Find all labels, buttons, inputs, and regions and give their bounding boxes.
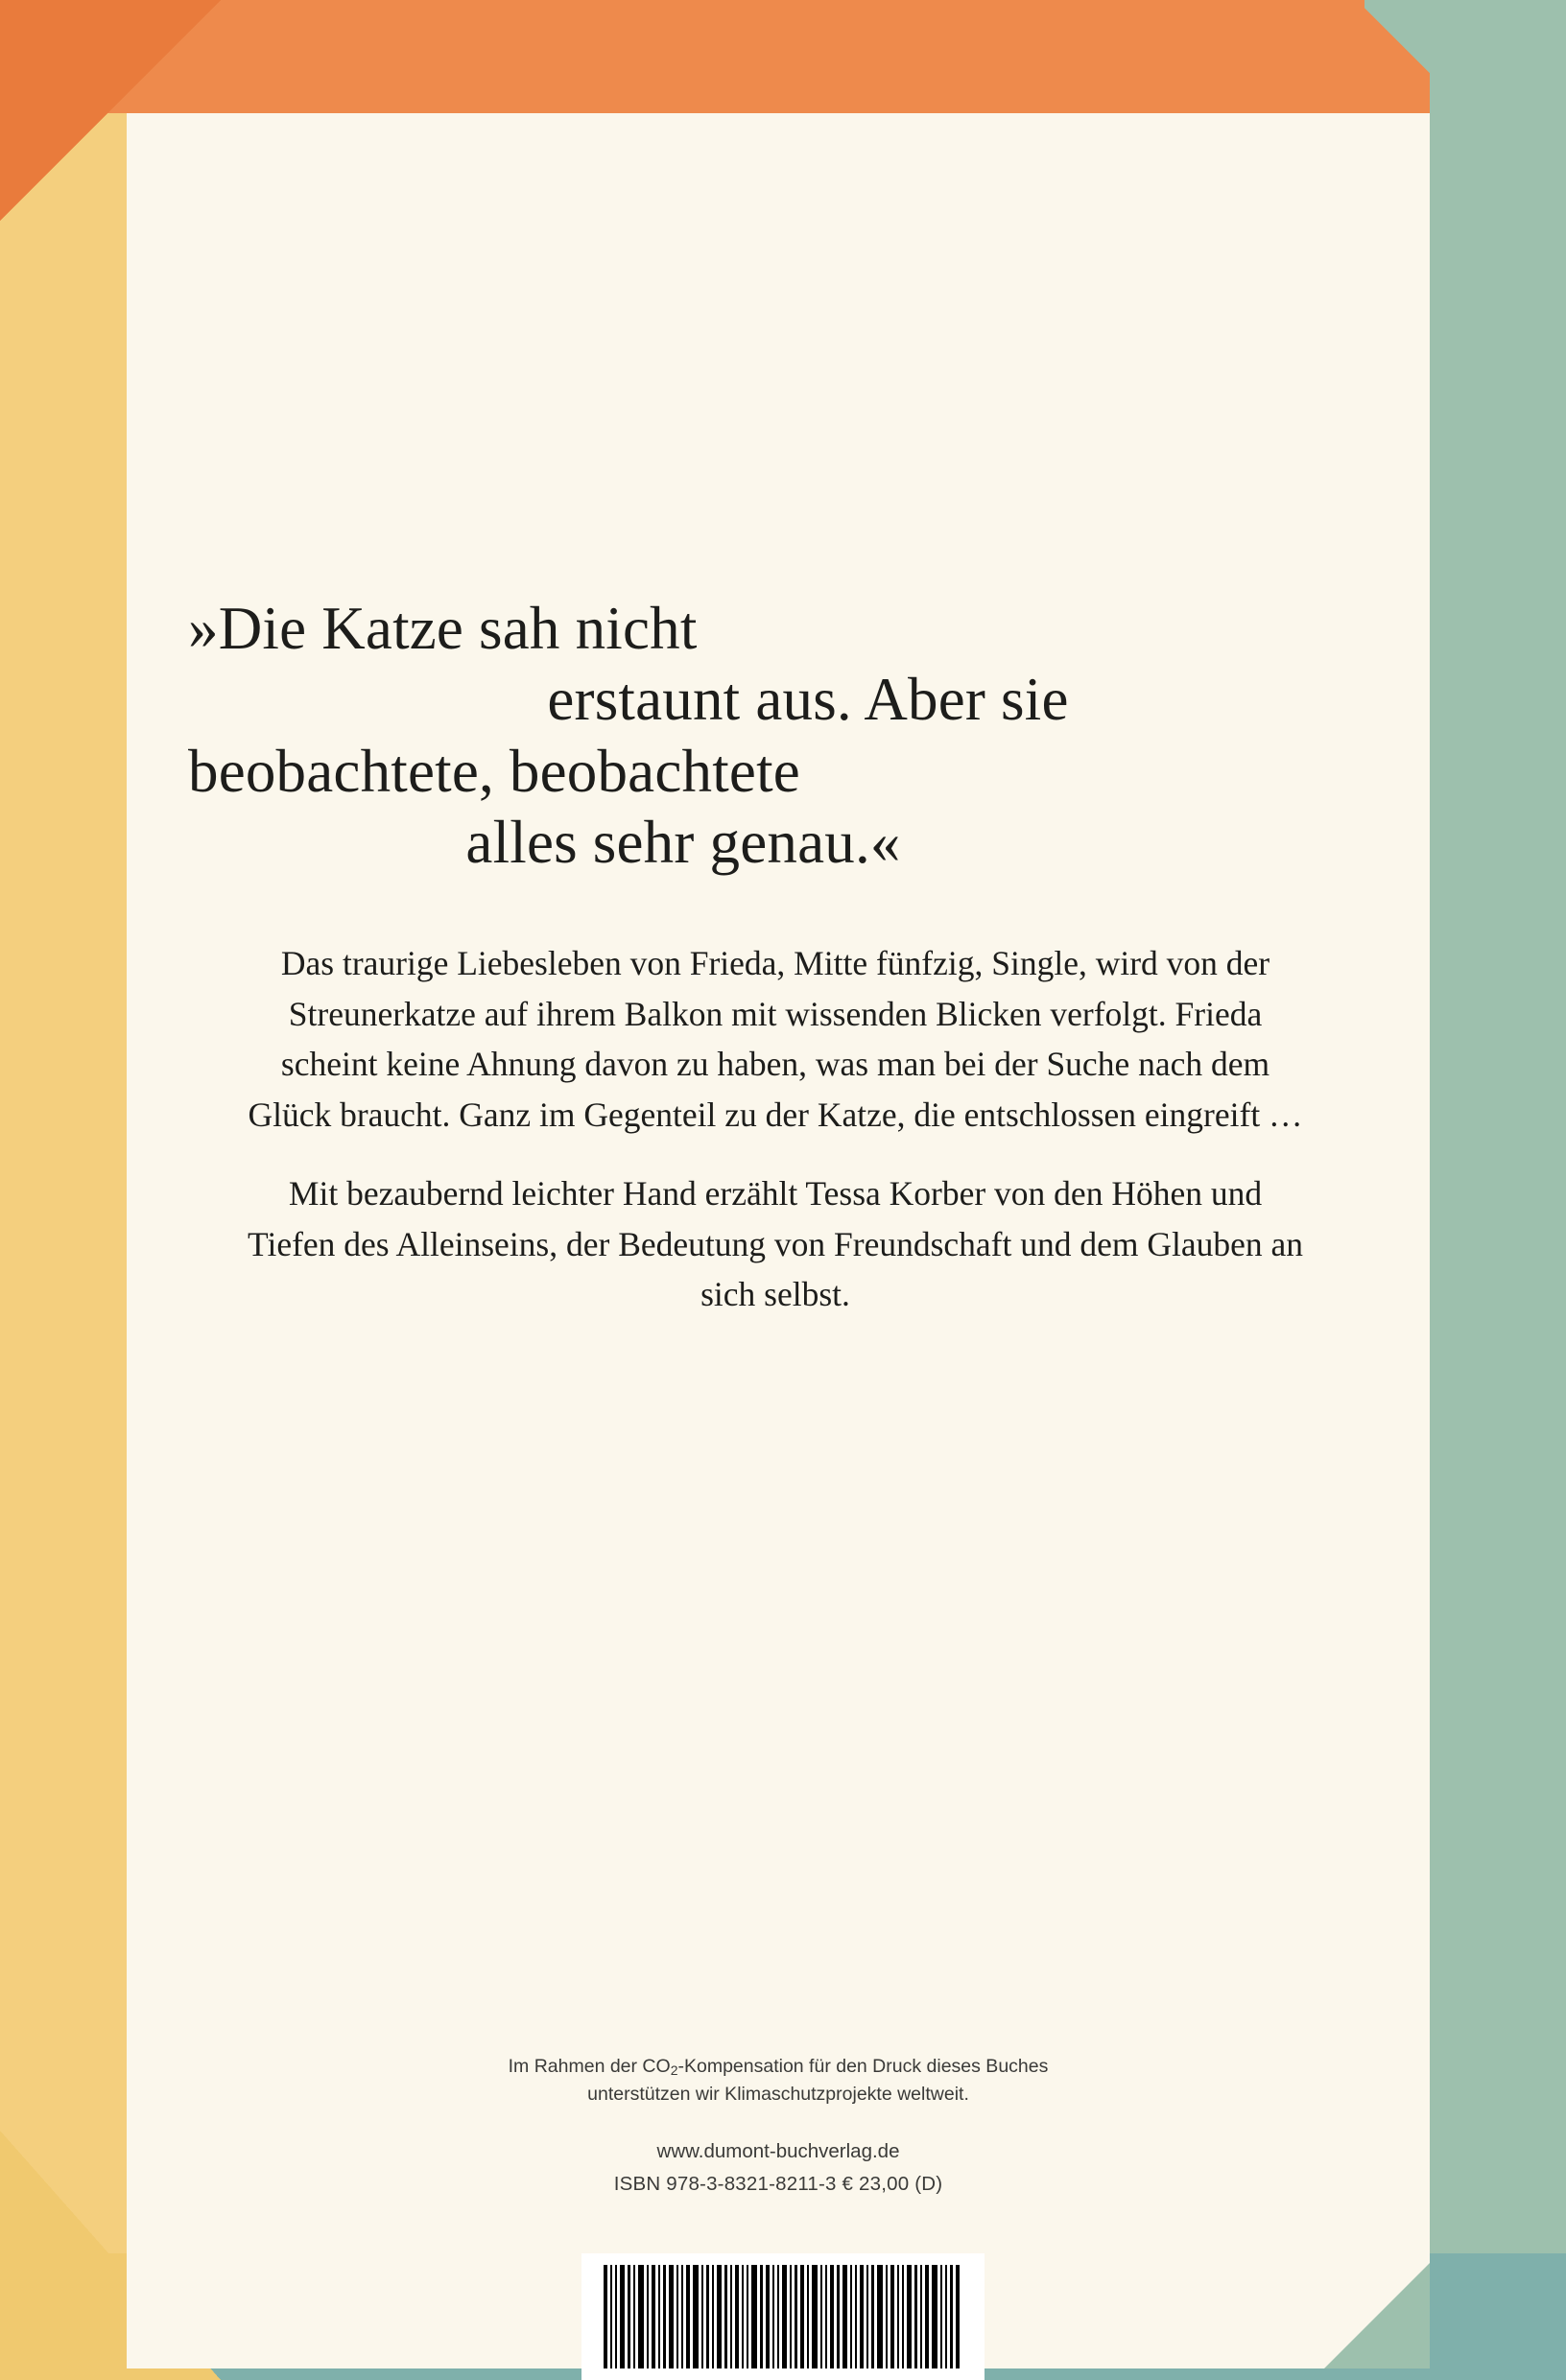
barcode-bar	[855, 2265, 857, 2368]
eco-co2-subscript: 2	[670, 2062, 678, 2079]
barcode-bar	[800, 2265, 804, 2368]
barcode-bar	[850, 2265, 852, 2368]
barcode-bar	[837, 2265, 840, 2368]
barcode-bar	[956, 2265, 960, 2368]
blurb-text	[248, 938, 1303, 1320]
barcode-bar	[772, 2265, 774, 2368]
barcode-bar	[766, 2265, 770, 2368]
barcode-bar	[610, 2265, 612, 2368]
eco-line-1-prefix: Im Rahmen der CO	[508, 2056, 671, 2078]
barcode-bar	[615, 2265, 617, 2368]
blurb-paragraph-1: Das traurige Liebesleben von Frieda, Mitte fünfzig, Single, wird von der Streunerkatze auf ihrem Balkon mit wissenden Blicken verfolgt. Frieda scheint keine Ahnung davon zu haben, was man bei der Suche nach dem Glück braucht. Ganz im Gegenteil zu der Katze, die entschlossen eingreift …	[248, 944, 1303, 1134]
barcode-bar	[724, 2265, 727, 2368]
isbn-price: ISBN 978-3-8321-8211-3 € 23,00 (D)	[613, 2173, 943, 2195]
barcode-bar	[914, 2265, 917, 2368]
eco-line-2: unterstützen wir Klimaschutzprojekte weltweit.	[587, 2083, 969, 2105]
barcode-bar	[795, 2265, 797, 2368]
barcode-bar	[825, 2265, 827, 2368]
barcode-bar	[706, 2265, 709, 2368]
barcode-bar	[701, 2265, 703, 2368]
barcode-bar	[663, 2265, 666, 2368]
barcode-bar	[676, 2265, 678, 2368]
pull-quote-line-4: alles sehr genau.«	[465, 808, 901, 876]
barcode-bar	[940, 2265, 942, 2368]
barcode-bar	[620, 2265, 625, 2368]
barcode-bar	[812, 2265, 818, 2368]
left-yellow-strip	[0, 0, 127, 2380]
barcode-bar	[830, 2265, 834, 2368]
right-sage-strip	[1430, 0, 1566, 2380]
publisher-url[interactable]: www.dumont-buchverlag.de	[656, 2140, 900, 2162]
barcode	[581, 2253, 985, 2380]
barcode-bar	[860, 2265, 864, 2368]
eco-line-1-suffix: -Kompensation für den Druck dieses Buches	[677, 2056, 1049, 2078]
barcode-bar	[686, 2265, 690, 2368]
barcode-bar	[712, 2265, 714, 2368]
barcode-bar	[871, 2265, 874, 2368]
pull-quote	[184, 593, 1374, 878]
barcode-bar	[717, 2265, 722, 2368]
barcode-bar	[604, 2265, 607, 2368]
barcode-bar	[742, 2265, 744, 2368]
barcode-bar	[907, 2265, 912, 2368]
barcode-bar	[747, 2265, 748, 2368]
barcode-bar	[681, 2265, 683, 2368]
barcode-bar	[820, 2265, 822, 2368]
cover-footer	[127, 2053, 1430, 2196]
barcode-bar	[920, 2265, 922, 2368]
barcode-bar	[842, 2265, 847, 2368]
barcode-bar	[751, 2265, 757, 2368]
barcode-bar	[807, 2265, 809, 2368]
barcode-bar	[658, 2265, 660, 2368]
barcode-bar	[877, 2265, 883, 2368]
barcode-bar	[730, 2265, 732, 2368]
blurb-paragraph-2: Mit bezaubernd leichter Hand erzählt Tessa Korber von den Höhen und Tiefen des Alleinseins, der Bedeutung von Freundschaft und dem Glauben an sich selbst.	[248, 1174, 1303, 1314]
barcode-bar	[950, 2265, 953, 2368]
barcode-bar	[777, 2265, 779, 2368]
barcode-bar	[932, 2265, 937, 2368]
pull-quote-line-2: erstaunt aus. Aber sie	[547, 666, 1069, 734]
barcode-bar	[886, 2265, 888, 2368]
barcode-bar	[790, 2265, 792, 2368]
barcode-bar	[760, 2265, 763, 2368]
eco-note	[127, 2053, 1430, 2108]
barcode-bar	[782, 2265, 787, 2368]
pull-quote-line-3: beobachtete, beobachtete	[188, 737, 800, 805]
barcode-bar	[652, 2265, 655, 2368]
barcode-bar	[925, 2265, 929, 2368]
cover-content	[127, 113, 1430, 2368]
barcode-bar	[735, 2265, 739, 2368]
pull-quote-line-1: »Die Katze sah nicht	[188, 595, 698, 662]
barcode-bar	[638, 2265, 644, 2368]
barcode-bar	[897, 2265, 899, 2368]
barcode-bar	[693, 2265, 699, 2368]
barcode-bar	[902, 2265, 904, 2368]
barcode-bars	[604, 2265, 962, 2368]
top-orange-bar	[91, 0, 1430, 113]
barcode-bar	[866, 2265, 868, 2368]
barcode-bar	[633, 2265, 635, 2368]
barcode-bar	[669, 2265, 674, 2368]
barcode-bar	[628, 2265, 630, 2368]
barcode-bar	[945, 2265, 947, 2368]
barcode-bar	[647, 2265, 649, 2368]
barcode-bar	[890, 2265, 894, 2368]
